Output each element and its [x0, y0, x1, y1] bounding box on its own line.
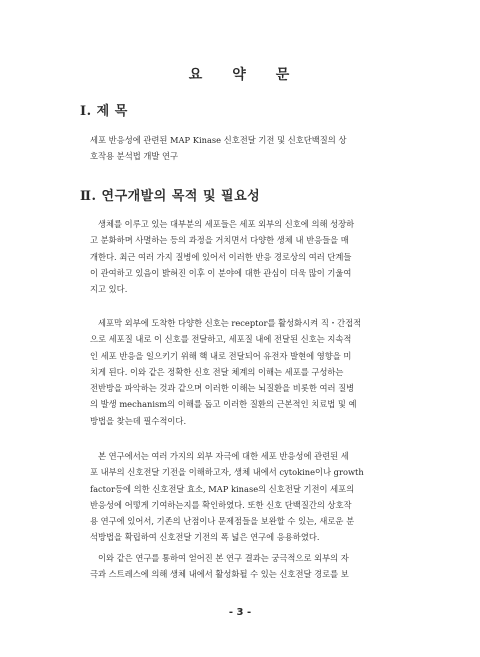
text-line: 극과 스트레스에 의해 생체 내에서 활성화될 수 있는 신호전달 경로를 보 — [90, 569, 349, 580]
title-char: 문 — [275, 67, 292, 83]
title-char: 약 — [232, 67, 248, 83]
section-heading-purpose: Ⅱ. 연구개발의 목적 및 필요성 — [80, 189, 261, 204]
paragraph-1 — [90, 216, 412, 297]
text-line: 세포 반응성에 관련된 MAP Kinase 신호전달 기전 및 신호단백질의 상 — [90, 135, 347, 145]
page-number: - 3 - — [228, 607, 252, 618]
text-line: 반응성에 어떻게 기여하는지를 확인하였다. 또한 신호 단백질간의 상호작 — [90, 499, 352, 510]
text-line: 고 분화하며 사멸하는 등의 과정을 거치면서 다양한 생체 내 반응들을 매 — [90, 235, 349, 246]
text-line: 의 발생 mechanism의 이해를 돕고 이러한 질환의 근본적인 치료법 및 예 — [90, 399, 357, 410]
paragraph-2 — [90, 315, 412, 429]
text-line: 석방법을 확립하여 신호전달 기전의 폭 넓은 연구에 응용하였다. — [90, 532, 320, 543]
text-line: 본 연구에서는 여러 가지의 외부 자극에 대한 세포 반응성에 관련된 세 — [98, 451, 349, 461]
text-line: 포 내부의 신호전달 기전을 이해하고자, 생체 내에서 cytokine이나 growth — [90, 467, 364, 478]
text-line: 전반방을 파악하는 것과 같으며 이러한 이해는 뇌질환을 비롯한 여러 질병 — [90, 383, 355, 394]
title-char: 요 — [188, 67, 205, 83]
text-line: factor등에 의한 신호전달 효소, MAP kinase의 신호전달 기전이 세포의 — [90, 483, 355, 494]
text-line: 방법을 찾는데 필수적이다. — [90, 415, 187, 426]
text-line: 이 관여하고 있음이 밝혀진 이후 이 분야에 대한 관심이 더욱 많이 기울여 — [90, 267, 352, 278]
text-line: 인 세포 반응을 일으키기 위해 핵 내로 전달되어 유전자 발현에 영향을 미 — [90, 350, 352, 361]
paragraph-title-text — [90, 132, 412, 165]
text-line: 개한다. 최근 여러 가지 질병에 있어서 이러한 반응 경로상의 여러 단계들 — [90, 251, 352, 262]
text-line: 생체를 이루고 있는 대부분의 세포들은 세포 외부의 신호에 의해 성장하 — [98, 219, 355, 229]
page-title — [0, 64, 480, 84]
paragraph-3 — [90, 448, 412, 546]
text-line: 용 연구에 있어서, 기존의 난점이나 문제점들을 보완할 수 있는, 새로운 분 — [90, 516, 355, 527]
text-line: 치게 된다. 이와 같은 정확한 신호 전달 체계의 이해는 세포를 구성하는 — [90, 366, 344, 377]
paragraph-4 — [90, 550, 412, 583]
text-line: 이와 같은 연구를 통하여 얻어진 본 연구 결과는 궁극적으로 외부의 자 — [98, 553, 349, 563]
text-line: 으로 세포질 내로 이 신호를 전달하고, 세포질 내에 전달된 신호는 지속적 — [90, 334, 352, 345]
section-heading-title: Ⅰ. 제 목 — [80, 104, 128, 119]
text-line: 지고 있다. — [90, 284, 128, 295]
text-line: 호작용 분석법 개발 연구 — [90, 151, 179, 162]
text-line: 세포막 외부에 도착한 다양한 신호는 receptor를 활성화시켜 직・간접적 — [98, 318, 362, 328]
